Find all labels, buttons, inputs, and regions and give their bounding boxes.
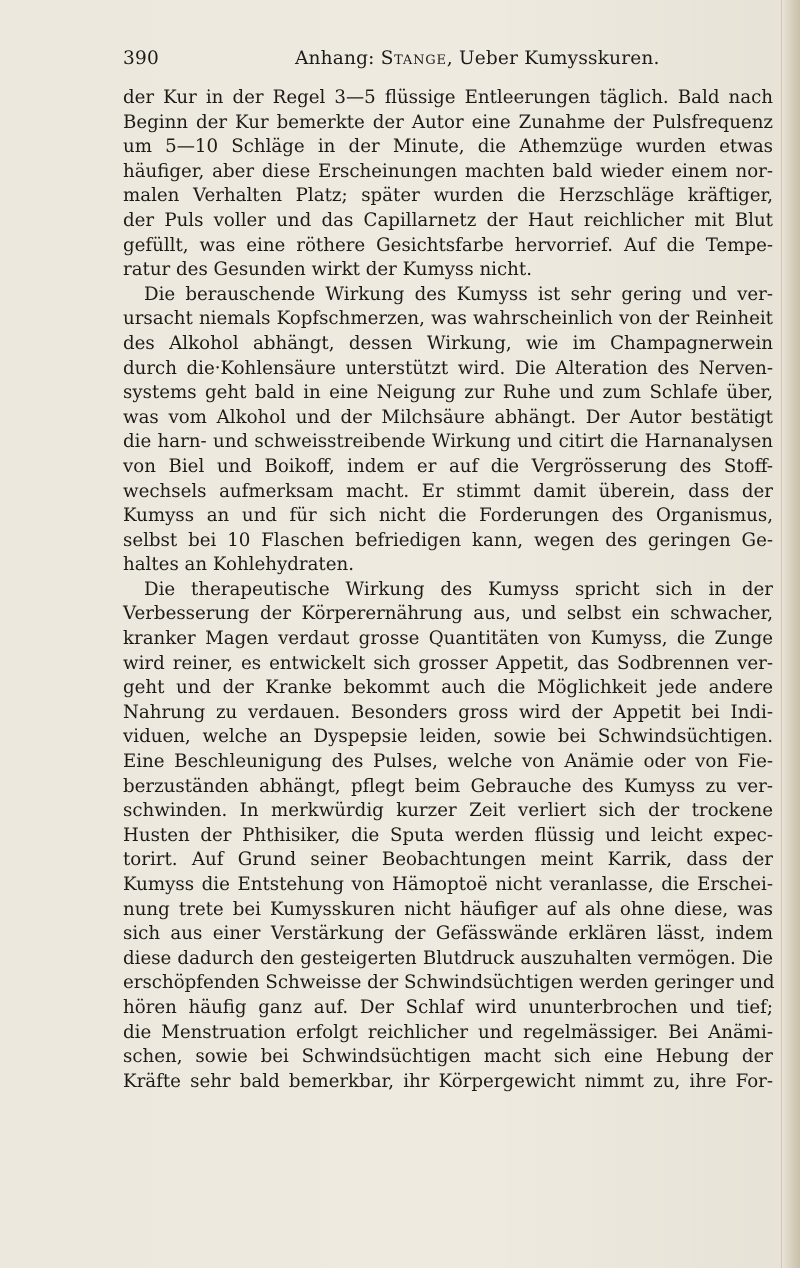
- title-suffix: , Ueber Kumysskuren.: [446, 48, 660, 69]
- text-line: der Kur in der Regel 3—5 flüssige Entleerungen täglich. Bald nach: [123, 87, 773, 108]
- text-line: die harn- und schweisstreibende Wirkung und citirt die Harnanalysen: [123, 431, 773, 453]
- running-header: [123, 48, 683, 78]
- text-line: selbst bei 10 Flaschen befriedigen kann, wegen des geringen Ge-: [123, 529, 773, 551]
- text-line: sich aus einer Verstärkung der Gefässwände erklären lässt, indem: [123, 923, 773, 945]
- text-line: schen, sowie bei Schwindsüchtigen macht sich eine Hebung der: [123, 1046, 773, 1068]
- text-line: der Puls voller und das Capillarnetz der Haut reichlicher mit Blut: [123, 209, 773, 231]
- text-line: malen Verhalten Platz; später wurden die Herzschläge kräftiger,: [123, 185, 773, 207]
- text-line: Beginn der Kur bemerkte der Autor eine Zunahme der Pulsfrequenz: [123, 111, 773, 133]
- text-line: was vom Alkohol und der Milchsäure abhängt. Der Autor bestätigt: [123, 406, 773, 428]
- body-text: [123, 86, 773, 1094]
- text-line: geht und der Kranke bekommt auch die Möglichkeit jede andere: [123, 677, 773, 699]
- text-line: torirt. Auf Grund seiner Beobachtungen meint Karrik, dass der: [123, 849, 773, 871]
- text-line: gefüllt, was eine röthere Gesichtsfarbe hervorrief. Auf die Tempe-: [123, 234, 773, 256]
- text-line: von Biel und Boikoff, indem er auf die Vergrösserung des Stoff-: [123, 455, 773, 477]
- page-number: 390: [123, 48, 159, 69]
- text-line: Die therapeutische Wirkung des Kumyss spricht sich in der: [144, 578, 773, 600]
- text-line: wechsels aufmerksam macht. Er stimmt damit überein, dass der: [123, 480, 773, 502]
- text-line: systems geht bald in eine Neigung zur Ruhe und zum Schlafe über,: [123, 382, 773, 404]
- text-line: Kräfte sehr bald bemerkbar, ihr Körpergewicht nimmt zu, ihre For-: [123, 1070, 773, 1092]
- text-line: viduen, welche an Dyspepsie leiden, sowie bei Schwindsüchtigen.: [123, 726, 773, 748]
- text-line: durch die·Kohlensäure unterstützt wird. Die Alteration des Nerven-: [123, 357, 773, 379]
- text-line: diese dadurch den gesteigerten Blutdruck auszuhalten vermögen. Die: [123, 947, 773, 969]
- text-line: Kumyss an und für sich nicht die Forderungen des Organismus,: [123, 505, 773, 527]
- text-line: um 5—10 Schläge in der Minute, die Athemzüge wurden etwas: [123, 136, 773, 158]
- text-line: kranker Magen verdaut grosse Quantitäten von Kumyss, die Zunge: [123, 628, 773, 650]
- text-line: Die berauschende Wirkung des Kumyss ist sehr gering und ver-: [144, 283, 773, 305]
- text-line: schwinden. In merkwürdig kurzer Zeit verliert sich der trockene: [123, 800, 773, 822]
- title-author: Stange: [380, 48, 447, 69]
- text-line: Verbesserung der Körperernährung aus, und selbst ein schwacher,: [123, 603, 773, 625]
- text-line: hören häufig ganz auf. Der Schlaf wird ununterbrochen und tief;: [123, 996, 773, 1018]
- text-line: wird reiner, es entwickelt sich grosser Appetit, das Sodbrennen ver-: [123, 652, 773, 674]
- text-line: Husten der Phthisiker, die Sputa werden flüssig und leicht expec-: [123, 824, 773, 846]
- text-line: erschöpfenden Schweisse der Schwindsüchtigen werden geringer und: [123, 972, 775, 994]
- running-title: [295, 48, 660, 69]
- text-line: berzuständen abhängt, pflegt beim Gebrauche des Kumyss zu ver-: [123, 775, 773, 797]
- text-line: des Alkohol abhängt, dessen Wirkung, wie im Champagnerwein: [123, 332, 773, 354]
- text-line: Kumyss die Entstehung von Hämoptoë nicht veranlasse, die Erschei-: [123, 874, 773, 895]
- text-line: haltes an Kohlehydraten.: [123, 554, 354, 576]
- text-line: nung trete bei Kumysskuren nicht häufiger auf als ohne diese, was: [123, 898, 773, 920]
- text-line: die Menstruation erfolgt reichlicher und regelmässiger. Bei Anämi-: [123, 1021, 773, 1043]
- text-line: ratur des Gesunden wirkt der Kumyss nicht.: [123, 259, 532, 281]
- text-line: häufiger, aber diese Erscheinungen machten bald wieder einem nor-: [123, 160, 773, 182]
- page-gutter-edge: [781, 0, 800, 1268]
- text-line: Nahrung zu verdauen. Besonders gross wird der Appetit bei Indi-: [123, 701, 773, 723]
- text-line: Eine Beschleunigung des Pulses, welche von Anämie oder von Fie-: [123, 751, 773, 773]
- title-prefix: Anhang:: [295, 48, 381, 69]
- text-line: ursacht niemals Kopfschmerzen, was wahrscheinlich von der Reinheit: [123, 308, 773, 330]
